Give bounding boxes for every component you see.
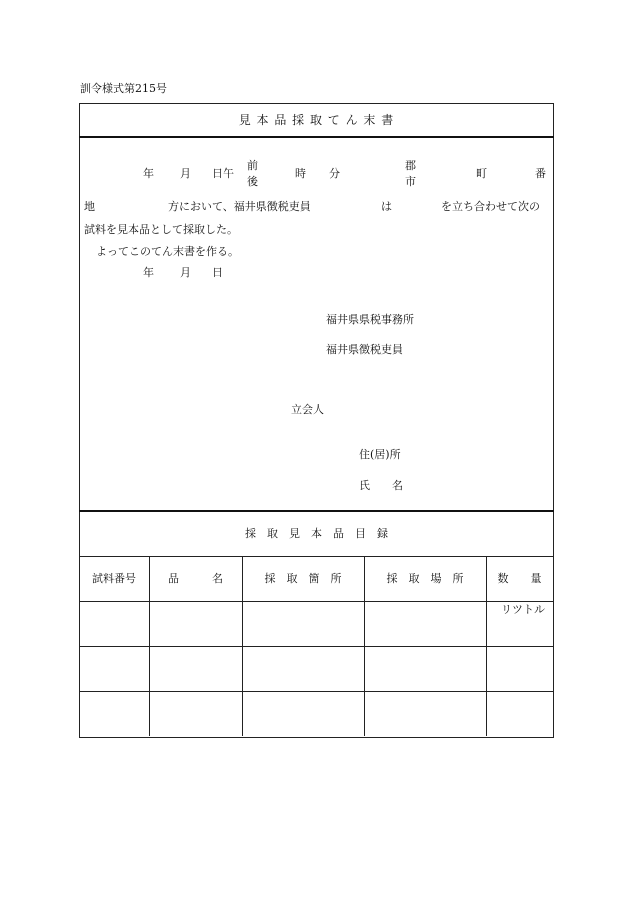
date-month: 月 xyxy=(180,167,191,180)
address-label: 住(居)所 xyxy=(359,448,401,461)
table-row xyxy=(79,602,554,646)
place-town: 町 xyxy=(476,167,487,180)
place-text: 方において、福井県徴税吏員 xyxy=(168,200,311,213)
sign-year: 年 xyxy=(143,266,154,279)
place-city: 市 xyxy=(405,175,416,188)
tax-office: 福井県県税事務所 xyxy=(326,313,414,326)
title-divider xyxy=(79,136,554,138)
witness-label: 立会人 xyxy=(291,403,324,416)
sign-month: 月 xyxy=(180,266,191,279)
date-minute: 分 xyxy=(329,167,340,180)
header-sample-number: 試料番号 xyxy=(92,572,136,585)
date-pm: 後 xyxy=(247,175,258,188)
place-chi: 地 xyxy=(84,200,95,213)
place-county: 郡 xyxy=(405,159,416,172)
header-sampling-point: 採 取 箇 所 xyxy=(264,572,342,585)
sample-sentence: 試料を見本品として採取した。 xyxy=(84,223,238,236)
list-title: 採 取 見 本 品 目 録 xyxy=(245,527,388,540)
quantity-unit: リツトル xyxy=(501,603,545,616)
list-title-divider xyxy=(79,556,554,557)
official-ha: は xyxy=(381,200,392,213)
place-number: 番 xyxy=(535,167,546,180)
date-hour: 時 xyxy=(295,167,306,180)
date-day-am: 日午 xyxy=(212,167,234,180)
document-title: 見 本 品 採 取 て ん 末 書 xyxy=(238,113,395,127)
header-quantity: 数 量 xyxy=(497,572,542,585)
table-row xyxy=(79,692,554,736)
witness-text: を立ち合わせて次の xyxy=(441,200,540,213)
date-am: 前 xyxy=(247,159,258,172)
header-product-name: 品 名 xyxy=(168,572,223,585)
date-year: 年 xyxy=(143,167,154,180)
form-number: 訓令様式第215号 xyxy=(80,82,167,95)
tax-official: 福井県徴税吏員 xyxy=(326,343,403,356)
header-sampling-location: 採 取 場 所 xyxy=(386,572,464,585)
list-divider xyxy=(79,510,554,512)
name-label: 氏 名 xyxy=(359,479,403,492)
closing-sentence: よってこのてん末書を作る。 xyxy=(96,245,239,258)
table-row xyxy=(79,647,554,691)
sign-day: 日 xyxy=(212,266,223,279)
